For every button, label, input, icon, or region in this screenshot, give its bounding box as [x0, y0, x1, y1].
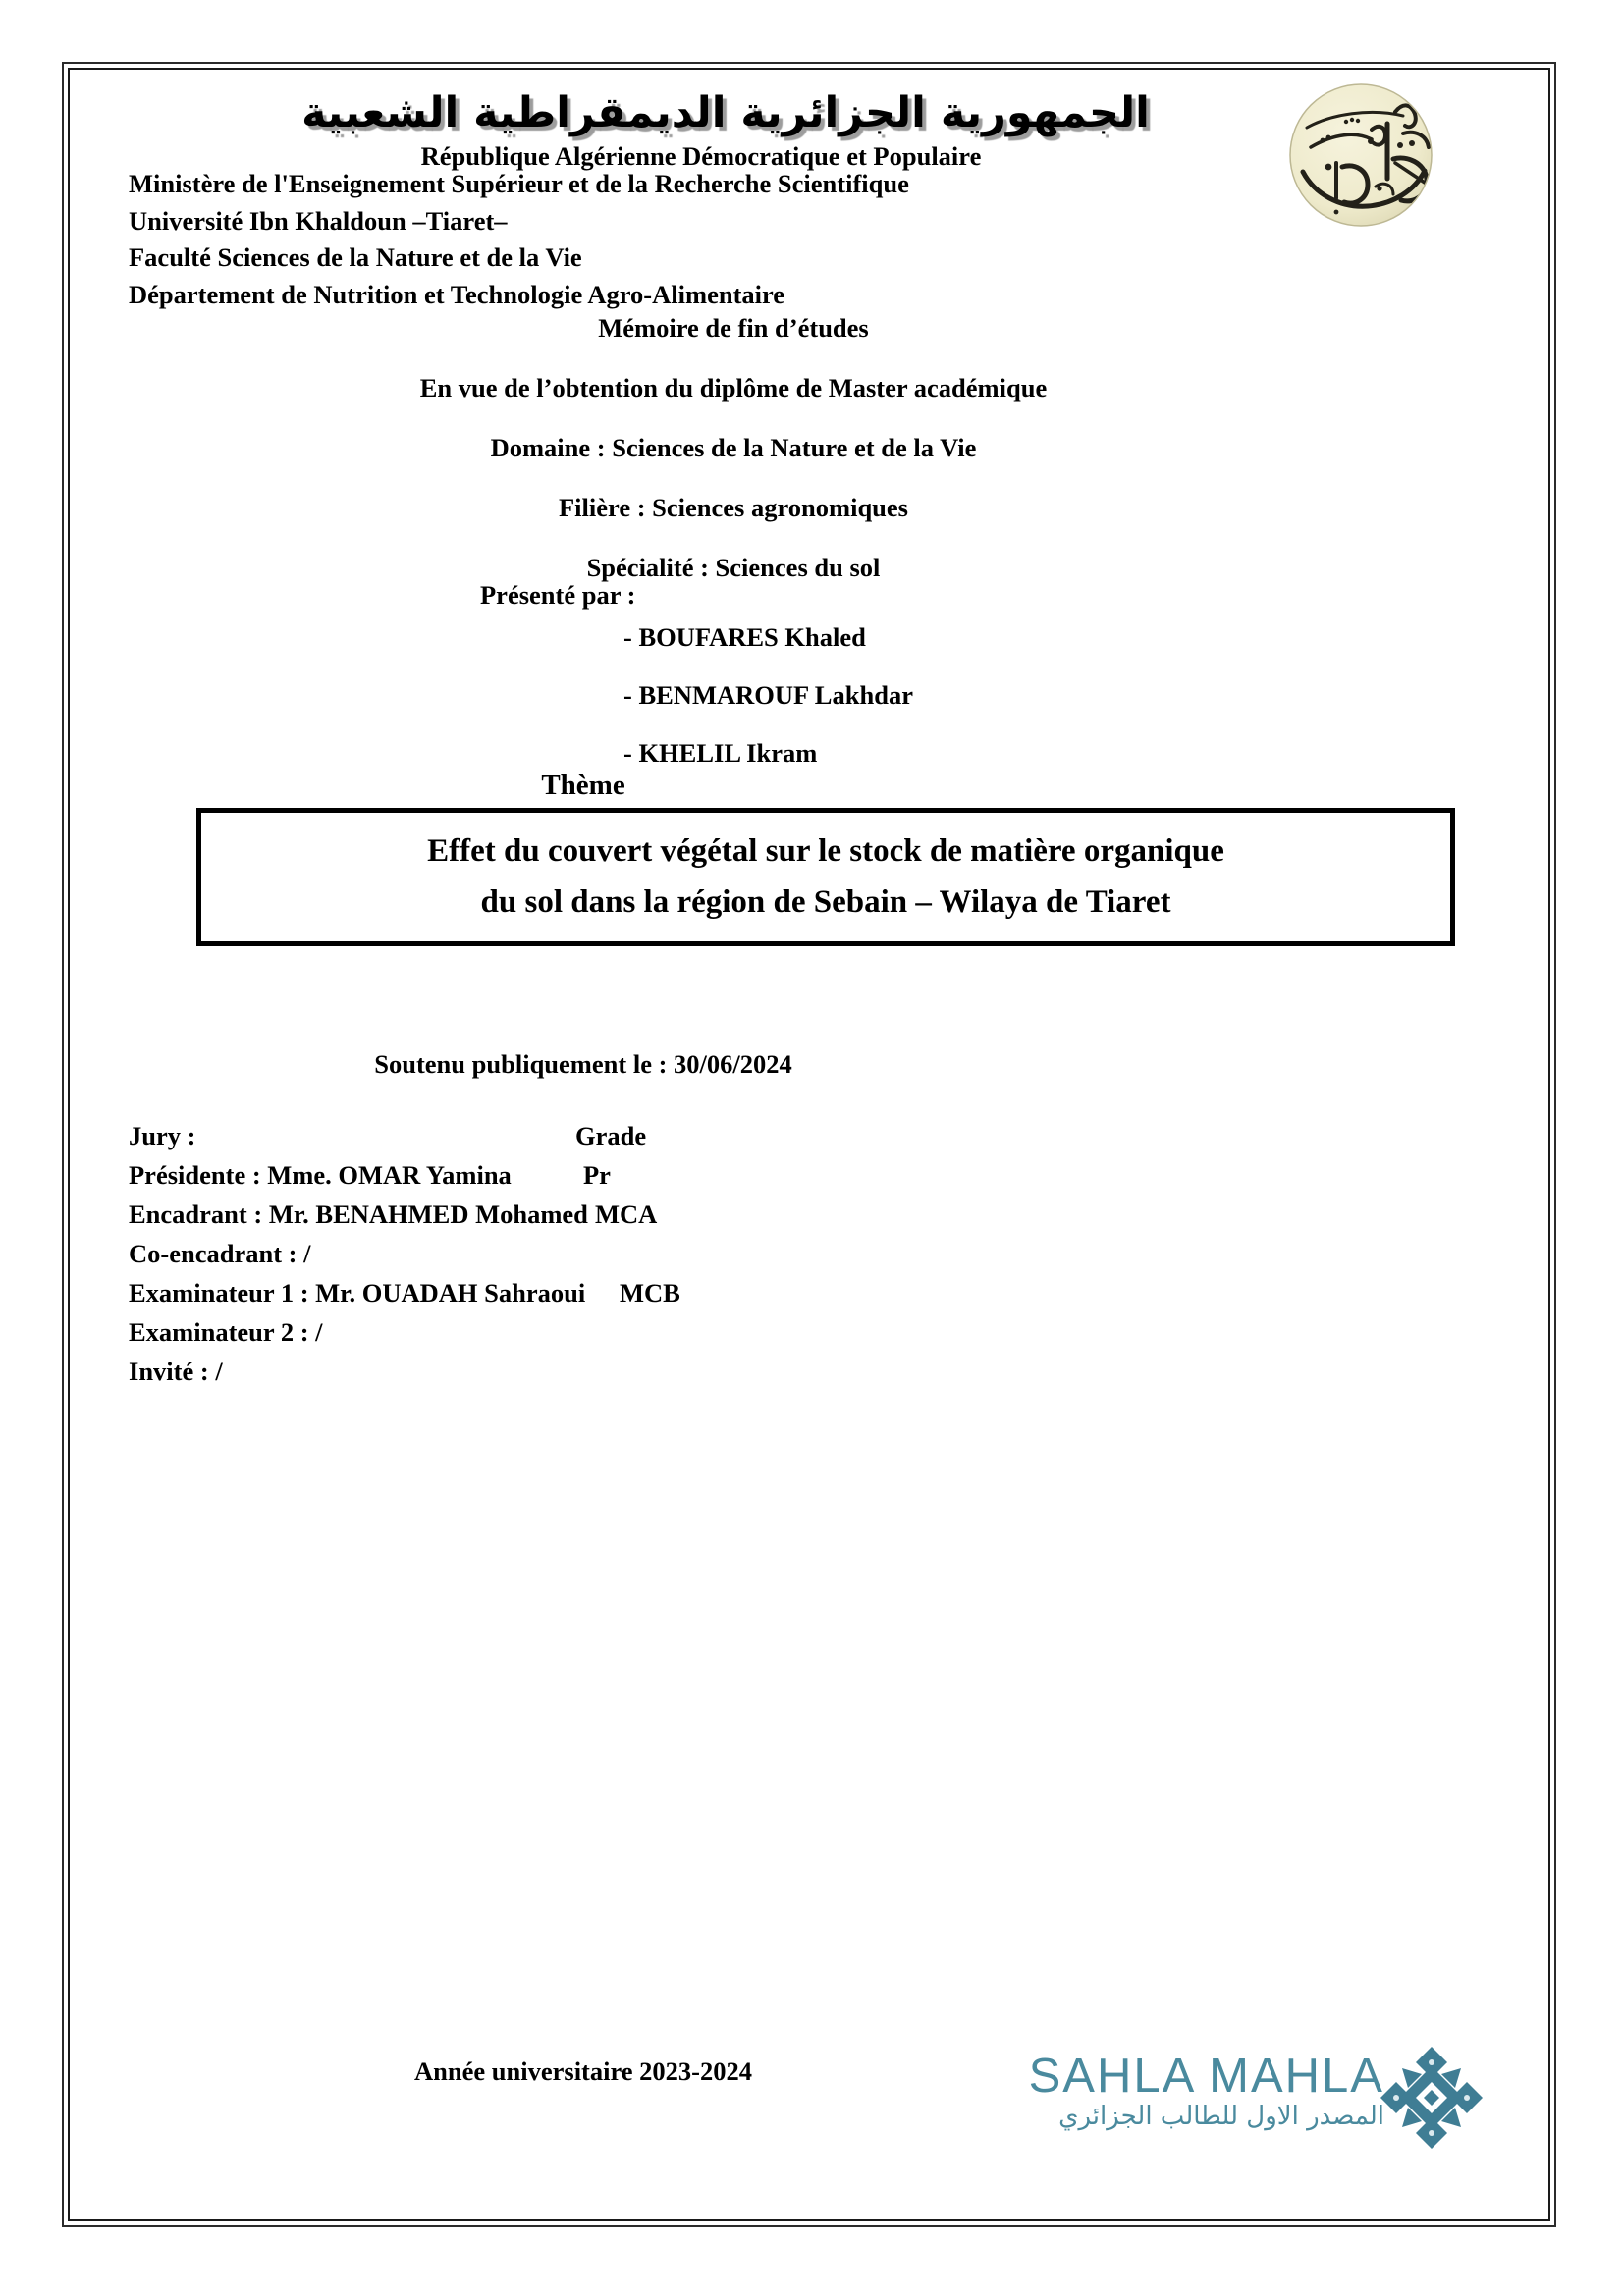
- institution-line-university: Université Ibn Khaldoun –Tiaret–: [129, 205, 508, 236]
- jury-grade: MCA: [595, 1200, 658, 1229]
- jury-row: [129, 1200, 1110, 1239]
- degree-block: [68, 313, 1399, 613]
- jury-grade-label: Grade: [575, 1121, 647, 1150]
- thesis-title-box: [196, 808, 1455, 946]
- jury-role-label: Jury :: [129, 1121, 196, 1150]
- arabic-republic-header: الجمهورية الجزائرية الديمقراطية الشعبية: [301, 88, 1150, 137]
- jury-role: Invité : /: [129, 1357, 223, 1386]
- jury-role: Examinateur 2 : /: [129, 1317, 323, 1347]
- theme-label: Thème: [541, 770, 625, 801]
- sahla-mahla-watermark: [1001, 2050, 1492, 2156]
- republic-line: République Algérienne Démocratique et Populaire: [420, 141, 982, 171]
- academic-year-line: Année universitaire 2023-2024: [414, 2056, 752, 2086]
- cover-page-content: [68, 68, 1550, 2221]
- jury-row: [129, 1160, 1110, 1200]
- jury-role: Présidente : Mme. OMAR Yamina: [129, 1160, 512, 1190]
- author-item: - KHELIL Ikram: [623, 738, 818, 768]
- watermark-brand: SAHLA MAHLA: [1028, 2050, 1384, 2103]
- jury-row: [129, 1357, 1110, 1396]
- author-item: - BOUFARES Khaled: [623, 622, 866, 652]
- watermark-tagline: المصدر الاول للطالب الجزائري: [1058, 2102, 1384, 2131]
- degree-line-domaine: Domaine : Sciences de la Nature et de la Vie: [490, 433, 977, 462]
- degree-line-memoire: Mémoire de fin d’études: [598, 313, 869, 343]
- author-item: - BENMAROUF Lakhdar: [623, 680, 913, 710]
- thesis-title-line-2: du sol dans la région de Sebain – Wilaya de Tiaret: [480, 883, 1171, 920]
- degree-line-diplome: En vue de l’obtention du diplôme de Master académique: [419, 373, 1048, 402]
- jury-row: [129, 1278, 1110, 1317]
- jury-block: [129, 1121, 1110, 1396]
- jury-row-header: [129, 1121, 1110, 1160]
- presented-by-label: Présenté par :: [480, 580, 636, 610]
- jury-role: Examinateur 1 : Mr. OUADAH Sahraoui: [129, 1278, 586, 1308]
- defense-date-line: Soutenu publiquement le : 30/06/2024: [374, 1049, 792, 1079]
- thesis-title-text: [409, 827, 1242, 927]
- sahla-mahla-diamond-icon: [1379, 2045, 1485, 2151]
- degree-line-specialite: Spécialité : Sciences du sol: [586, 553, 881, 582]
- jury-row: [129, 1317, 1110, 1357]
- jury-role: Co-encadrant : /: [129, 1239, 311, 1268]
- jury-grade: Pr: [583, 1160, 611, 1190]
- thesis-title-line-1: Effet du couvert végétal sur le stock de matière organique: [427, 833, 1224, 870]
- institution-line-ministry: Ministère de l'Enseignement Supérieur et de la Recherche Scientifique: [129, 169, 909, 198]
- jury-row: [129, 1239, 1110, 1278]
- degree-line-filiere: Filière : Sciences agronomiques: [559, 493, 908, 522]
- institution-line-faculty: Faculté Sciences de la Nature et de la Vie: [129, 242, 582, 273]
- institution-line-department: Département de Nutrition et Technologie Agro-Alimentaire: [129, 279, 785, 309]
- jury-role: Encadrant : Mr. BENAHMED Mohamed: [129, 1200, 588, 1229]
- jury-grade: MCB: [620, 1278, 680, 1308]
- institution-block: [129, 166, 1307, 314]
